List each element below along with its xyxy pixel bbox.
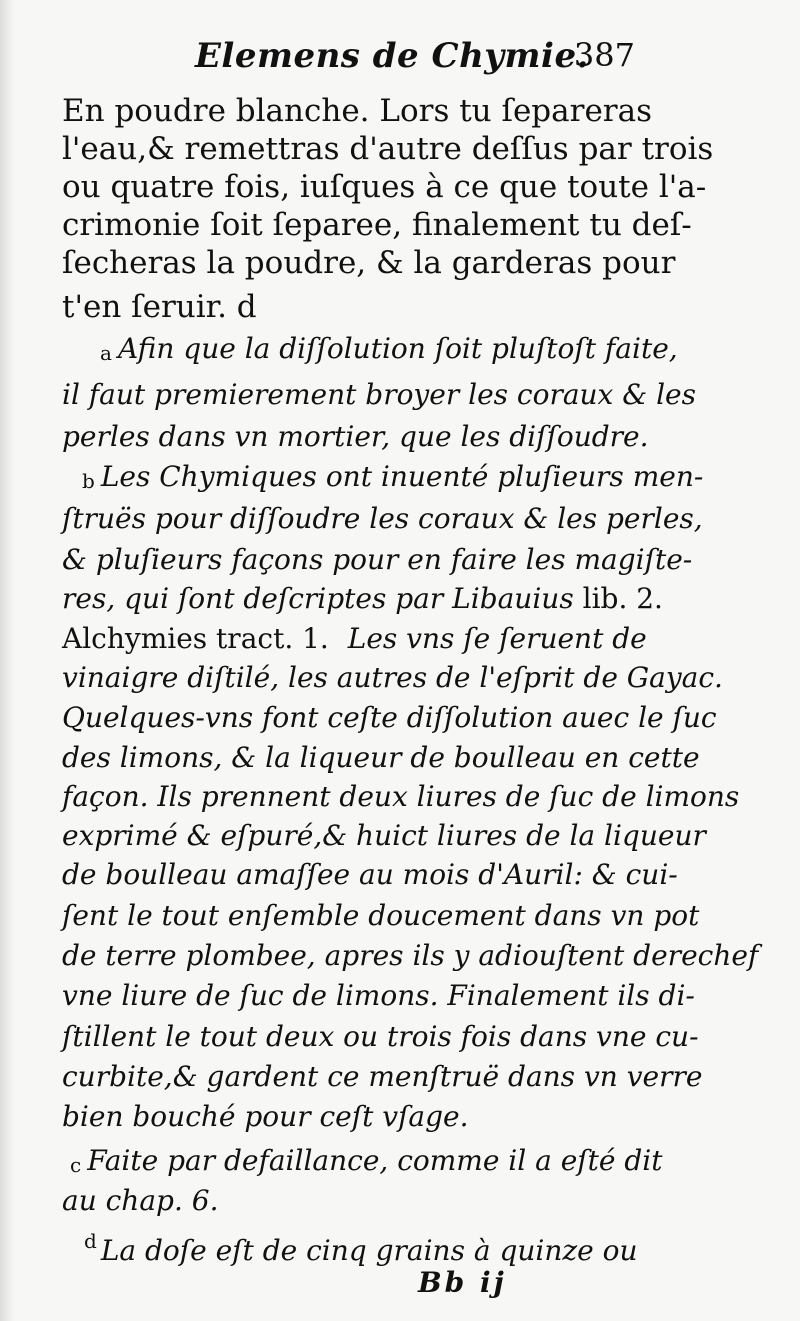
text-line: ou quatre fois, iuſques à ce que toute l'a- <box>62 169 707 205</box>
note-roman-ref: lib. 2. <box>582 582 663 615</box>
note-b-line <box>82 458 703 500</box>
note-line: des limons, & la liqueur de boulleau en cette <box>62 741 700 774</box>
note-line-mixed <box>62 580 663 618</box>
note-a-text: Afin que la diſſolution ſoit pluſtoſt faite, <box>117 332 678 365</box>
note-line: vne liure de ſuc de limons. Finalement ils di- <box>62 979 695 1012</box>
text-line: crimonie ſoit ſeparee, finalement tu deſ- <box>62 207 692 243</box>
note-line: il faut premierement broyer les coraux & les <box>62 378 696 411</box>
note-d-text: La doſe eſt de cinq grains à quinze ou <box>100 1234 638 1267</box>
note-line: ſtillent le tout deux ou trois fois dans vne cu- <box>62 1020 699 1053</box>
note-line: bien bouché pour ceſt vſage. <box>62 1100 469 1133</box>
note-line: de terre plombee, apres ils y adiouſtent derechef <box>62 939 759 972</box>
note-roman-text: Alchymies tract. 1. <box>62 622 329 655</box>
note-text: res, qui ſont deſcriptes par Libauius <box>62 582 574 615</box>
note-b-marker: b <box>82 469 95 493</box>
note-text: Les vns ſe ſeruent de <box>347 622 647 655</box>
signature-mark: Bb ij <box>418 1266 507 1299</box>
running-title: Elemens de Chymie. <box>195 36 589 76</box>
note-c-text: Faite par defaillance, comme il a eſté dit <box>87 1144 663 1177</box>
note-d-marker: d <box>84 1229 97 1253</box>
text-line: l'eau,& remettras d'autre deſſus par trois <box>62 131 714 167</box>
running-head <box>195 36 635 86</box>
page-number: 387 <box>573 36 635 74</box>
note-c-marker: c <box>70 1153 82 1177</box>
note-line: ſent le tout enſemble doucement dans vn pot <box>62 899 700 932</box>
note-line: façon. Ils prennent deux liures de ſuc de limons <box>62 780 740 813</box>
note-line: ſtruës pour diſſoudre les coraux & les perles, <box>62 502 703 535</box>
note-c-line <box>70 1142 663 1184</box>
note-a-marker: a <box>100 341 112 365</box>
note-line: & pluſieurs façons pour en faire les magiſte- <box>62 543 693 576</box>
note-line: perles dans vn mortier, que les diſſoudre. <box>62 420 649 453</box>
note-d-line <box>84 1222 638 1270</box>
note-line-mixed <box>62 620 647 658</box>
note-line: vinaigre diſtilé, les autres de l'eſprit de Gayac. <box>62 661 723 694</box>
note-line: curbite,& gardent ce menſtruë dans vn verre <box>62 1060 703 1093</box>
text-line: En poudre blanche. Lors tu ſepareras <box>62 93 652 129</box>
page-gutter-shadow <box>0 0 14 1321</box>
note-b-text: Les Chymiques ont inuenté pluſieurs men- <box>100 460 704 493</box>
note-a-line <box>100 330 678 372</box>
note-line: Quelques-vns font ceſte diſſolution auec le ſuc <box>62 701 717 734</box>
text-line: ſecheras la poudre, & la garderas pour <box>62 245 676 281</box>
note-line: de boulleau amaſſee au mois d'Auril: & cui- <box>62 858 678 891</box>
text-line: t'en ſeruir. d <box>62 289 257 325</box>
note-line: au chap. 6. <box>62 1184 219 1217</box>
note-line: exprimé & eſpuré,& huict liures de la liqueur <box>62 819 706 852</box>
